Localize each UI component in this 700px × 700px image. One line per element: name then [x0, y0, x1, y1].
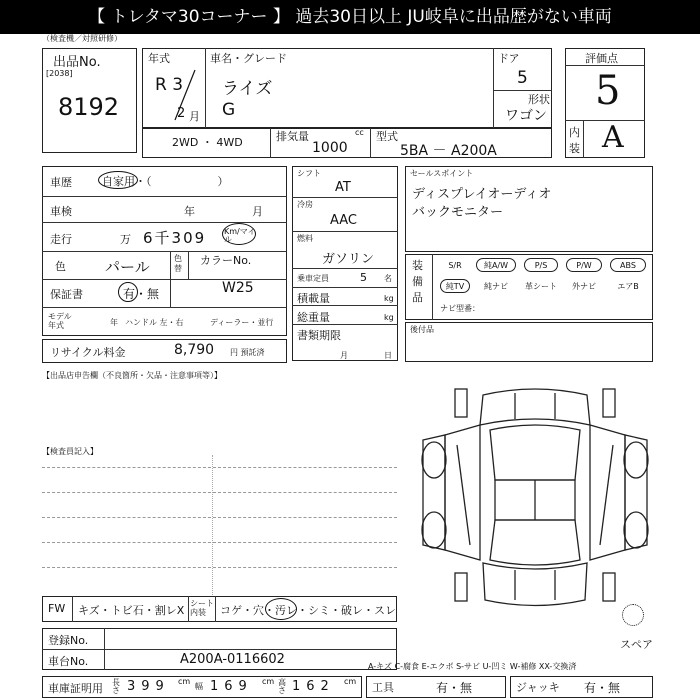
- lot-label: 出品No.: [53, 55, 101, 70]
- header-box: [142, 48, 552, 128]
- fuel-label: 燃料: [297, 234, 313, 243]
- equip-navi: 純ナビ: [484, 282, 508, 291]
- jack-value: 有・無: [584, 681, 621, 695]
- door-label: ドア: [498, 52, 520, 65]
- model-label: 型式: [376, 130, 398, 143]
- total-weight-unit: kg: [384, 313, 394, 322]
- lot-code: [2038]: [46, 69, 73, 78]
- capacity-label: 乗車定員: [297, 274, 329, 283]
- equip-abs: ABS: [610, 258, 646, 272]
- car-grade: G: [222, 100, 236, 120]
- spare-tire-icon: [622, 604, 644, 626]
- score-label: 評価点: [585, 52, 618, 65]
- color-code-label: カラーNo.: [200, 254, 252, 267]
- inspection-year-unit: 年: [184, 205, 195, 218]
- cert-length: 399: [127, 679, 170, 694]
- tools-label: 工具: [372, 681, 394, 694]
- cert-label: 車庫証明用: [48, 682, 103, 695]
- seat-text: コゲ・穴・汚レ・シミ・破レ・スレ: [220, 604, 396, 617]
- door-value: 5: [517, 68, 528, 88]
- extras-box: [405, 322, 653, 362]
- tools-value: 有・無: [436, 681, 473, 695]
- model-value: 5BA － A200A: [400, 143, 497, 159]
- capacity-unit: 名: [384, 274, 392, 283]
- fuel-value: ガソリン: [322, 252, 375, 267]
- lot-number: 8192: [58, 93, 120, 121]
- equip-sr: S/R: [448, 261, 462, 270]
- sales-point-line-1: ディスプレイオーディオ: [412, 187, 552, 202]
- cert-width: 169: [210, 679, 253, 694]
- model-year-label: モデル年式: [48, 312, 72, 330]
- mileage-value: 6千309: [143, 229, 207, 247]
- total-weight-label: 総重量: [297, 311, 330, 324]
- seat-dirt-circle: [265, 598, 297, 620]
- mileage-label: 走行: [50, 233, 72, 246]
- equip-pw: P/W: [566, 258, 602, 272]
- equip-navi-model: ナビ型番：: [440, 304, 480, 313]
- shift-value: AT: [335, 180, 351, 195]
- capacity-value: 5: [360, 271, 367, 284]
- score-value: 5: [595, 68, 621, 114]
- inspector-label: 【検査員記入】: [42, 447, 98, 456]
- equip-ext-navi: 外ナビ: [572, 282, 596, 291]
- year-month-unit: 月: [189, 110, 200, 123]
- registration-limit-day: 日: [384, 351, 392, 360]
- warranty-value: 有・無: [123, 287, 160, 301]
- inspection-label: 車検: [50, 205, 72, 218]
- equipment-label: 装備品: [412, 259, 423, 304]
- year-month: 2: [177, 106, 186, 121]
- cert-length-unit: cm: [178, 677, 191, 686]
- history-label: 車歴: [50, 176, 72, 189]
- recycle-label: リサイクル料金: [50, 346, 126, 359]
- load-label: 積載量: [297, 292, 330, 305]
- damage-legend: A-キズ C-腐食 E-エクボ S-サビ U-凹ミ W-補修 XX-交換済: [368, 662, 577, 671]
- car-label: 車名・グレード: [210, 52, 287, 65]
- inspection-month-unit: 月: [252, 205, 263, 218]
- model-year-dealer: ディーラー・並行: [210, 318, 274, 327]
- color-value: パール: [105, 258, 150, 276]
- chassis-label: 車台No.: [48, 655, 89, 668]
- cert-height-label: 高さ: [278, 678, 286, 695]
- registration-limit-month: 月: [340, 351, 348, 360]
- color-change-label: 色替: [174, 254, 182, 273]
- recycle-unit: 円 預託済: [230, 348, 265, 357]
- shape-label: 形状: [528, 93, 550, 106]
- equip-alloy: 純A/W: [476, 258, 516, 272]
- displacement-value: 1000: [312, 140, 348, 156]
- ac-value: AAC: [330, 213, 357, 228]
- equip-leather: 革シート: [525, 282, 557, 291]
- fw-text: キズ・トビ石・割レX: [78, 604, 185, 617]
- cert-length-label: 長さ: [112, 678, 120, 695]
- mileage-unit: Km/マイル: [224, 227, 256, 244]
- cert-width-label: 幅: [195, 682, 203, 691]
- chassis-value: A200A-0116602: [180, 652, 285, 667]
- cert-height-unit: cm: [344, 677, 357, 686]
- warranty-label: 保証書: [50, 288, 83, 301]
- extras-label: 後付品: [410, 325, 434, 334]
- model-year-year: 年: [110, 318, 118, 327]
- inspector-lines: [42, 455, 397, 595]
- history-value: 自家用・（ ）: [102, 175, 229, 188]
- recycle-value: 8,790: [174, 342, 215, 358]
- seat-label: シート内装: [190, 599, 214, 617]
- lot-box: [42, 48, 137, 153]
- car-damage-diagram: [415, 385, 655, 610]
- displacement-label: 排気量: [276, 130, 309, 143]
- equip-ps: P/S: [524, 258, 558, 272]
- displacement-unit: cc: [355, 128, 364, 137]
- header-banner: 【 トレタマ30コーナー 】 過去30日以上 JU岐阜に出品歴がない車両: [0, 0, 700, 34]
- mileage-man: 万: [120, 233, 131, 246]
- registration-limit-label: 書類期限: [297, 329, 341, 342]
- spare-label: スペア: [620, 638, 653, 651]
- shape-value: ワゴン: [505, 108, 547, 124]
- model-year-handle: ハンドル 左・右: [125, 318, 184, 327]
- interior-label-1: 内: [569, 126, 580, 139]
- shift-label: シフト: [297, 169, 321, 178]
- equip-airbag: エアB: [617, 282, 639, 291]
- equip-tv: 純TV: [440, 279, 470, 293]
- cert-height: 162: [292, 679, 335, 694]
- interior-value: A: [602, 120, 624, 155]
- ac-label: 冷房: [297, 200, 313, 209]
- jack-label: ジャッキ: [516, 681, 560, 694]
- load-unit: kg: [384, 294, 394, 303]
- seller-notes-label: 【出品店申告欄（不良箇所・欠品・注意事項等）】: [42, 371, 222, 380]
- fw-label: FW: [48, 602, 66, 615]
- sales-point-line-2: バックモニター: [412, 205, 504, 220]
- color-code: W25: [222, 280, 254, 296]
- cert-width-unit: cm: [262, 677, 275, 686]
- interior-label-2: 装: [569, 142, 580, 155]
- color-label: 色: [55, 260, 66, 273]
- top-note: （検査機／対照研修）: [42, 34, 122, 43]
- car-name: ライズ: [222, 79, 273, 99]
- drive-value: 2WD ・ 4WD: [172, 136, 243, 149]
- reg-no-label: 登録No.: [48, 634, 89, 647]
- year-label: 年式: [148, 52, 170, 65]
- sales-point-label: セールスポイント: [410, 169, 474, 178]
- year-value: R 3: [155, 75, 184, 95]
